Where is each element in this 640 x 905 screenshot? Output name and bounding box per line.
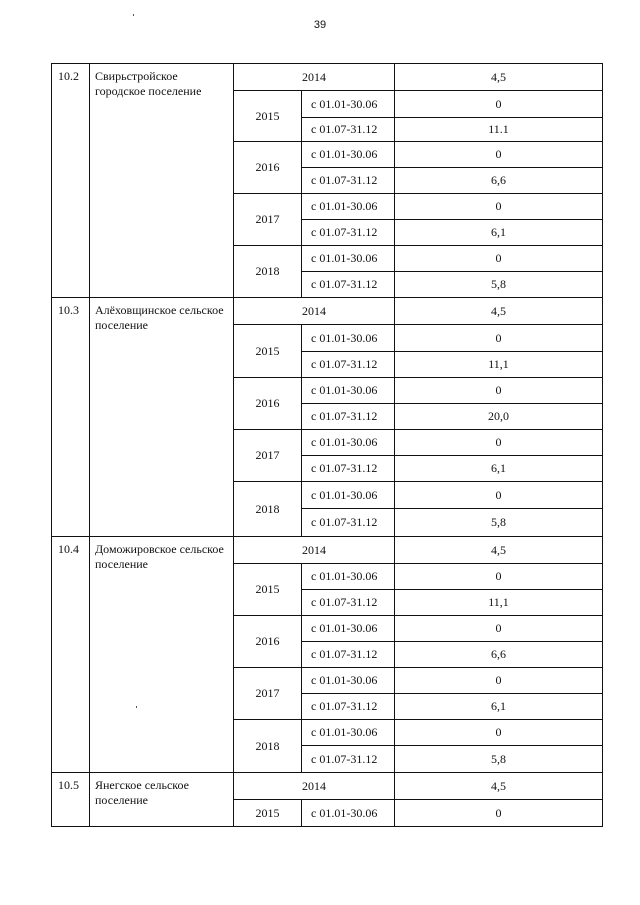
settlement-name: Свирьстройское городское поселение <box>90 64 234 298</box>
rate-cell: 11,1 <box>395 590 603 616</box>
period-cell: с 01.07-31.12 <box>302 694 395 720</box>
rate-cell: 0 <box>395 430 603 456</box>
table-row <box>52 773 603 800</box>
rate-cell: 0 <box>395 142 603 168</box>
year-cell: 2017 <box>234 194 302 246</box>
period-cell: с 01.01-30.06 <box>302 800 395 827</box>
period-cell: с 01.01-30.06 <box>302 616 395 642</box>
settlement-number: 10.2 <box>52 64 90 298</box>
year-cell: 2018 <box>234 246 302 298</box>
settlement-name: Янегское сельское поселение <box>90 773 234 827</box>
rate-cell: 0 <box>395 668 603 694</box>
period-cell: с 01.07-31.12 <box>302 404 395 430</box>
period-cell: с 01.01-30.06 <box>302 142 395 168</box>
period-cell: с 01.07-31.12 <box>302 590 395 616</box>
rate-cell: 6,1 <box>395 694 603 720</box>
period-cell: с 01.07-31.12 <box>302 456 395 482</box>
period-cell: с 01.01-30.06 <box>302 482 395 509</box>
settlement-number: 10.3 <box>52 298 90 537</box>
settlement-number: 10.5 <box>52 773 90 827</box>
period-cell: с 01.07-31.12 <box>302 352 395 378</box>
settlement-number: 10.4 <box>52 537 90 773</box>
year-cell: 2017 <box>234 430 302 482</box>
base-rate-cell: 4,5 <box>395 64 603 91</box>
year-cell: 2016 <box>234 616 302 668</box>
rate-cell: 0 <box>395 246 603 272</box>
rate-cell: 0 <box>395 378 603 404</box>
table-row <box>52 537 603 564</box>
period-cell: с 01.01-30.06 <box>302 378 395 404</box>
base-year-cell: 2014 <box>234 773 395 800</box>
rate-cell: 0 <box>395 91 603 118</box>
rate-cell: 6,6 <box>395 642 603 668</box>
rate-cell: 6,1 <box>395 220 603 246</box>
year-cell: 2016 <box>234 378 302 430</box>
rate-cell: 11.1 <box>395 118 603 142</box>
base-year-cell: 2014 <box>234 298 395 325</box>
table-row <box>52 298 603 325</box>
year-cell: 2017 <box>234 668 302 720</box>
period-cell: с 01.01-30.06 <box>302 325 395 352</box>
period-cell: с 01.07-31.12 <box>302 746 395 773</box>
rate-cell: 0 <box>395 800 603 827</box>
period-cell: с 01.01-30.06 <box>302 668 395 694</box>
rate-cell: 6,1 <box>395 456 603 482</box>
base-year-cell: 2014 <box>234 64 395 91</box>
rate-cell: 20,0 <box>395 404 603 430</box>
period-cell: с 01.07-31.12 <box>302 642 395 668</box>
period-cell: с 01.01-30.06 <box>302 194 395 220</box>
table-row <box>52 64 603 91</box>
rates-table-body <box>52 64 603 827</box>
rate-cell: 0 <box>395 616 603 642</box>
page-number: 39 <box>313 19 327 31</box>
period-cell: с 01.01-30.06 <box>302 246 395 272</box>
period-cell: с 01.01-30.06 <box>302 564 395 590</box>
period-cell: с 01.07-31.12 <box>302 168 395 194</box>
base-rate-cell: 4,5 <box>395 773 603 800</box>
rate-cell: 0 <box>395 482 603 509</box>
period-cell: с 01.01-30.06 <box>302 91 395 118</box>
rate-cell: 5,8 <box>395 509 603 537</box>
period-cell: с 01.07-31.12 <box>302 220 395 246</box>
base-rate-cell: 4,5 <box>395 537 603 564</box>
scan-speck <box>133 14 134 16</box>
rate-cell: 0 <box>395 564 603 590</box>
period-cell: с 01.01-30.06 <box>302 720 395 746</box>
year-cell: 2015 <box>234 91 302 142</box>
base-rate-cell: 4,5 <box>395 298 603 325</box>
year-cell: 2015 <box>234 564 302 616</box>
rate-cell: 0 <box>395 194 603 220</box>
rate-cell: 5,8 <box>395 272 603 298</box>
year-cell: 2015 <box>234 800 302 827</box>
period-cell: с 01.07-31.12 <box>302 118 395 142</box>
base-year-cell: 2014 <box>234 537 395 564</box>
year-cell: 2016 <box>234 142 302 194</box>
settlement-name: Доможировское сельское поселение <box>90 537 234 773</box>
period-cell: с 01.07-31.12 <box>302 509 395 537</box>
rate-cell: 6,6 <box>395 168 603 194</box>
year-cell: 2018 <box>234 482 302 537</box>
rate-cell: 11,1 <box>395 352 603 378</box>
period-cell: с 01.01-30.06 <box>302 430 395 456</box>
period-cell: с 01.07-31.12 <box>302 272 395 298</box>
settlement-name: Алёховщинское сельское поселение <box>90 298 234 537</box>
rate-cell: 0 <box>395 325 603 352</box>
year-cell: 2018 <box>234 720 302 773</box>
rate-cell: 0 <box>395 720 603 746</box>
rate-cell: 5,8 <box>395 746 603 773</box>
rates-table <box>51 63 603 827</box>
year-cell: 2015 <box>234 325 302 378</box>
